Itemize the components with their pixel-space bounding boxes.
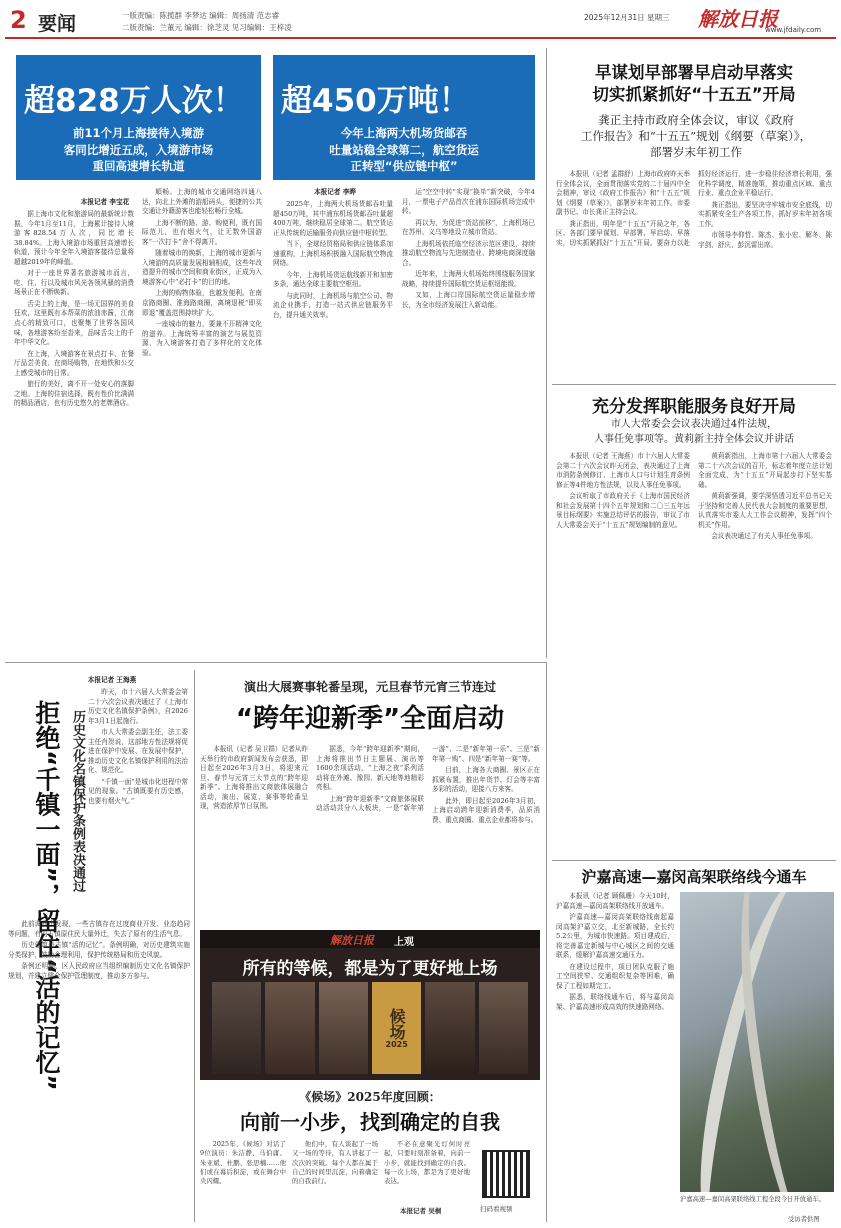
paragraph: 上海“跨年迎新季”文商旅体展联动活动共分八大板块，一是“新年第一游”、二是“新年第一乐”、三是“新年第一购”、四是“新年第一赛”等。: [316, 745, 540, 813]
column-divider: [546, 48, 547, 658]
editor-credits-1: 一版责编：陈揽群 李梦达 编辑：周扬清 范志睿: [122, 11, 280, 20]
story7-caption-top: 《候场》2025年度回顾：: [299, 1090, 441, 1104]
story8-body: [556, 892, 674, 1192]
photo-credit: 受访者供图: [788, 1216, 820, 1223]
highway-photo: [680, 892, 834, 1192]
qr-label: 扫码看视频: [480, 1205, 513, 1213]
paragraph: 会议听取了市政府关于《上海市国民经济和社会发展第十四个五年规划和二〇三五年远景目标纲要》实施总结评估的报告，审议了市人大常委会关于“十五五”规划编制的意见。: [556, 492, 690, 529]
story3-subhead: [560, 112, 832, 160]
story2-body: [273, 200, 393, 658]
paragraph: 对于一座世界著名旅游城市而言，吃、住、行以及城市风光各领风骚的消费场景正在不断焕新。: [14, 269, 134, 297]
portrait: [479, 982, 528, 1074]
story5-rule: [5, 662, 546, 663]
story4-body: [556, 452, 832, 856]
paragraph: 龚正指出，明年是“十五五”开局之年，各区、各部门要早谋划、早部署、早启动、早落实，切实抓紧抓好“十五五”开局。要奋力以赴抓好经济运行，进一步稳住经济增长利用，强化科学调度，精准施策，推动重点区域、重点行业、重点企业平稳运行。: [556, 170, 832, 247]
story5-headline: “跨年迎新季”全面启动: [235, 704, 505, 734]
story2-body-cont: [402, 188, 535, 658]
portrait: [212, 982, 261, 1074]
page-number: 2: [10, 6, 27, 34]
paragraph: 2025年，《候场》对话了9位演员：朱洁静、马伯庸、朱亚斌、杜鹏、张思楠……他们或在幕后积淀，或在舞台中央闪耀。: [200, 1140, 286, 1186]
story4-headline: 充分发挥职能服务良好开局: [592, 397, 796, 417]
paragraph: 上海机场依托临空经济示范区建设，持续推动航空物流与先进制造业、跨境电商深度融合。: [402, 239, 535, 267]
portrait-grid: [212, 982, 528, 1074]
story2-subhead: [273, 125, 535, 175]
story2-subhead-3: 正转型“供应链中枢”: [350, 159, 458, 174]
story1-subhead: [16, 125, 261, 175]
story5-kicker: 演出大展赛事轮番呈现，元旦春节元宵三节连过: [243, 680, 496, 694]
story1-body-cont: [142, 188, 262, 658]
story3-headline-2: 切实抓紧抓好“十五五”开局: [592, 85, 796, 105]
paragraph: 目前，上海各大商圈、景区正在抓紧布置，推出年货节、灯会等丰富多彩的活动，迎接八方来客。: [432, 766, 540, 794]
poster-title: 所有的等候，都是为了更好地上场: [242, 959, 498, 979]
paragraph: 本报讯（记者 顾佩珊）今天10时，沪嘉高速—嘉闵高架联络线开放通车。: [556, 892, 674, 910]
paragraph: 沪嘉高速—嘉闵高架联络线南起嘉闵高架沪嘉立交，北至新城路，全长约5.2公里，为城市快速路。项目建成后，将完善嘉定新城与中心城区之间的交通联系，缓解沪嘉高速交通压力。: [556, 913, 674, 960]
paragraph: 他们中，有人谈起了一场又一场的等待，有人讲起了一次次的突破。每个人都在属于自己的时间里沉淀，向着确定的自我前行。: [292, 1140, 378, 1186]
poster-logo: 解放日报: [330, 934, 374, 947]
paragraph: 旅行的美好，离不开一处安心的落脚之地。上海的住宿选择，既有性价比满满的精品酒店，也有历史悠久的老牌酒店。: [14, 380, 134, 408]
story2-byline: 本报记者 李晔: [314, 188, 356, 196]
paragraph: 据上海市文化和旅游局的最新统计数据，今年1月至11月，上海累计接待入境游客828.54万人次，同比增长38.84%。上海入境游市场重回高速增长轨道，预计今年全年入境游客接待总量将超越2019年的峰值。: [14, 210, 134, 266]
paragraph: 据悉，今年“跨年迎新季”期间，上海将推出节日主题展、演出等1600余项活动，“上海之夜”系列活动将在外滩、豫园、新天地等地精彩亮相。: [316, 745, 424, 792]
story6-headline-1: 拒绝“千镇一面”，: [32, 700, 61, 908]
story6-body: [88, 688, 188, 918]
paragraph: 黄莉新强调，要学深悟透习近平总书记关于坚持和完善人民代表大会制度的重要思想，认真落实市委人大工作会议精神，发挥“四个机关”作用。: [698, 492, 832, 529]
story7-credit: 本报记者 吴桐: [400, 1207, 442, 1215]
paragraph: 历史建筑是古镇“活的记忆”。条例明确，对历史建筑实施分类保护，鼓励合理利用，保护传统格局和历史风貌。: [8, 941, 190, 959]
book-cover: [372, 982, 421, 1074]
paragraph: 在建设过程中，项目团队克服了施工空间狭窄、交通组织复杂等困难，确保了工程如期完工。: [556, 962, 674, 990]
paragraph: 2025年，上海两大机场货邮吞吐量超450万吨，其中浦东机场货邮吞吐量超400万吨，继续稳居全球第二。航空货运正从传统的运输服务向供应链中枢转型。: [273, 200, 393, 237]
paragraph: 不必在意聚光灯何时亮起，只要时刻准备着，向前一小步，就能找到确定的自我。每一次上场，都是为了更好地表达。: [384, 1140, 470, 1186]
paragraph: 运“空空中转”实现“换单”新突破，今年4月，一票电子产品首次在浦东国际机场完成中转。: [402, 188, 535, 216]
story1-subhead-2: 客同比增近五成，入境游市场: [63, 142, 214, 157]
paragraph: 今年，上海机场货运航线新开和加密多条，通达全球主要航空枢纽。: [273, 270, 393, 289]
story6-byline: 本报记者 王海燕: [87, 676, 137, 684]
story2-banner: [273, 55, 535, 180]
story1-subhead-1: 前11个月上海接待入境游: [72, 126, 204, 140]
issue-date: 2025年12月31日 星期三: [584, 13, 670, 22]
paragraph: 在上海，入境游客在景点打卡、在餐厅品尝美食、在商场购物，在地铁和公交上感受城市的日常。: [14, 349, 134, 377]
portrait: [425, 982, 474, 1074]
portrait: [319, 982, 368, 1074]
paragraph: 此前调研中发现，一些古镇存在过度商业开发、业态趋同等问题，有的古镇原住民大量外迁，失去了原有的生活气息。: [8, 920, 190, 938]
story6-headline-2: 留住“活的记忆”: [32, 907, 61, 1091]
paragraph: 会议表决通过了有关人事任免事项。: [711, 532, 817, 541]
story8-headline: 沪嘉高速—嘉闵高架联络线今通车: [581, 868, 807, 886]
column-divider: [546, 662, 547, 1222]
paragraph: 又如，上海口岸国际航空货运量稳步增长，为全市经济发展注入新动能。: [402, 291, 535, 310]
story6-body-cont: [8, 920, 190, 1220]
paragraph: 順畅。上海的城市交通网络四通八达，向北上外滩的游船码头，便捷的公共交通让外籍游客也能轻松畅行全城。: [142, 188, 262, 216]
story3-headline: [552, 62, 836, 107]
story1-body: [14, 210, 134, 658]
paragraph: 与此同时，上海机场与航空公司、物流企业携手，打造一站式供应链服务平台，提升通关效率。: [273, 291, 393, 320]
paragraph: 一座城市的魅力，要兼不开精神文化的滋养。上海统筹丰富的演艺与展览资源，为入境游客打造了多样化的文化体验。: [142, 320, 262, 357]
paragraph: 市人大常委会副主任，法工委主任肖贺说，这部地方性法规将促进在保护中发展、在发展中保护，推动历史文化名镇保护利用的法治化、规范化。: [88, 728, 188, 775]
portrait: [265, 982, 314, 1074]
paragraph: 市领导李仰哲、陈杰、张小宏、解冬、陈宇剑、舒庆、彭沉雷出席。: [698, 231, 832, 249]
paragraph: 上海的购物体验，也越发便利。在南京路商圈、淮海路商圈，离境退税“即买即退”覆盖范围持续扩大。: [142, 289, 262, 317]
story2-headline: 超450万吨！: [281, 83, 470, 119]
paragraph: 龚正指出，要坚决守牢城市安全底线，切实抓紧安全生产各项工作，抓好岁末年初各项工作。: [698, 200, 832, 228]
paragraph: 据悉，联络线通车后，将与嘉闵高架、沪嘉高速形成高效的快速路网络。: [556, 993, 674, 1012]
book-label: 候场: [387, 1007, 407, 1040]
book-year: 2025: [385, 1039, 408, 1049]
paragraph: 本报讯（记者 吴卫群）记者从昨天举行的市政府新闻发布会获悉，即日起至2026年3月3日，将迎来元旦、春节与元宵三大节点的“跨年迎新季”。上海将推出文商旅体展融合活动，演出、展览、赛事等轮番呈现，营造浓厚节日氛围。: [200, 745, 308, 811]
story1-byline: 本报记者 李宝花: [80, 198, 130, 206]
paragraph: 黄莉新指出，上海市第十六届人大常委会第二十六次会议的召开，标志着年度立法计划全面完成，为“十五五”开局起步打下坚实基础。: [698, 452, 832, 489]
story3-headline-1: 早谋划早部署早启动早落实: [595, 63, 793, 82]
paragraph: 舌尖上的上海，是一场无国界的美食狂欢，这里既有本帮菜的浓油赤酱，江南点心的精致可口，也聚集了世界各国风味，各地游客纷至沓来，品味舌尖上的千年中华文化。: [14, 299, 134, 347]
story1-banner: [16, 55, 261, 180]
column-divider: [194, 670, 195, 1222]
story5-body: [200, 745, 540, 917]
paragraph: 此外，即日起至2026年3月初，上海启动跨年迎新消费季，品质消费、重点商圈、重点企业都将参与。: [432, 796, 540, 824]
story4-subhead-1: 市人大常委会会议表决通过4件法规，: [610, 419, 778, 430]
paragraph: 本报讯（记者 王海燕）市十六届人大常委会第二十六次会议昨天闭会，表决通过了上海市消防条例修订、上海市人口与计划生育条例修正等4件地方性法规，以及人事任免事项。: [556, 452, 690, 489]
header-rule: [5, 37, 836, 39]
paragraph: 条例还明确，区人民政府应当组织编制历史文化名镇保护规划，并建立健全保护管理制度，推动多方参与。: [8, 962, 190, 980]
story2-subhead-2: 吐量站稳全球第二，航空货运: [329, 142, 479, 157]
story3-subhead-2: 工作报告》和“十五五”规划《纲要（草案）》，: [580, 129, 812, 144]
paragraph: 上海不断的路、游、购便利，既有国际范儿，也有烟火气，让无数外国游客“一次打卡”舍不得离开。: [142, 218, 262, 246]
story7-headline: 向前一小步，找到确定的自我: [240, 1110, 500, 1134]
story4-rule: [552, 384, 836, 385]
poster-channel: 上观: [394, 937, 414, 948]
masthead: [0, 0, 841, 42]
story7-poster: [200, 930, 540, 1080]
paragraph: 昨天，市十六届人大常委会第二十六次会议表决通过了《上海市历史文化名镇保护条例》，自2026年3月1日起施行。: [88, 688, 188, 725]
story3-subhead-3: 部署岁末年初工作: [650, 145, 742, 160]
story2-subhead-1: 今年上海两大机场货邮吞: [340, 126, 468, 140]
story3-body: [556, 170, 832, 380]
story1-subhead-3: 重回高速增长轨道: [92, 159, 185, 174]
editor-credits-2: 二版责编：兰董元 编辑：徐芝灵 见习编辑：王梓凌: [122, 23, 292, 32]
photo-caption: 沪嘉高速—嘉闵高架联络线工程全段今日开放通车。: [680, 1196, 825, 1203]
story1-headline: 超828万人次！: [24, 83, 244, 119]
story3-subhead-1: 龚正主持市政府全体会议，审议《政府: [598, 113, 794, 127]
paragraph: “千镇一面”是城市化进程中常见的现象。“古镇既要有历史感，也要有烟火气。”: [88, 777, 188, 806]
qr-code[interactable]: [482, 1150, 530, 1198]
paper-logo: 解放日报: [698, 7, 778, 31]
website: www.jfdaily.com: [765, 26, 822, 34]
paragraph: 近年来，上海两大机场始终围绕服务国家战略，持续提升国际航空货运枢纽能级。: [402, 270, 535, 288]
paragraph: 再以为，为促进“货站前移”，上海机场已在苏州、义乌等地设立城市货站。: [402, 218, 535, 237]
paragraph: 本报讯（记者 孟群舒）上海市政府昨天举行全体会议，全面贯彻落实党的二十届四中全会精神，审议《政府工作报告》和“十五五”规划《纲要（草案）》，部署岁末年初工作。市委副书记、市长龚正主持会议。: [556, 170, 690, 217]
paragraph: 当下，全球经贸格局和供应链体系加速重构，上海机场积极融入国际航空物流网络。: [273, 240, 393, 268]
paragraph: 随着城市的焕新，上海的城市更新与入境游的高质量发展相辅相成，这些年改造提升的城市空间和商业街区，正成为入境游客心中“必打卡”的目的地。: [142, 249, 262, 286]
story6-subhead: 历史文化名镇保护条例表决通过: [70, 710, 85, 892]
section-name: 要闻: [38, 13, 77, 35]
story4-subhead-2: 人事任免事项等。黄莉新主持全体会议并讲话: [594, 433, 794, 445]
story8-rule: [552, 860, 836, 861]
story4-subhead: [552, 418, 836, 447]
